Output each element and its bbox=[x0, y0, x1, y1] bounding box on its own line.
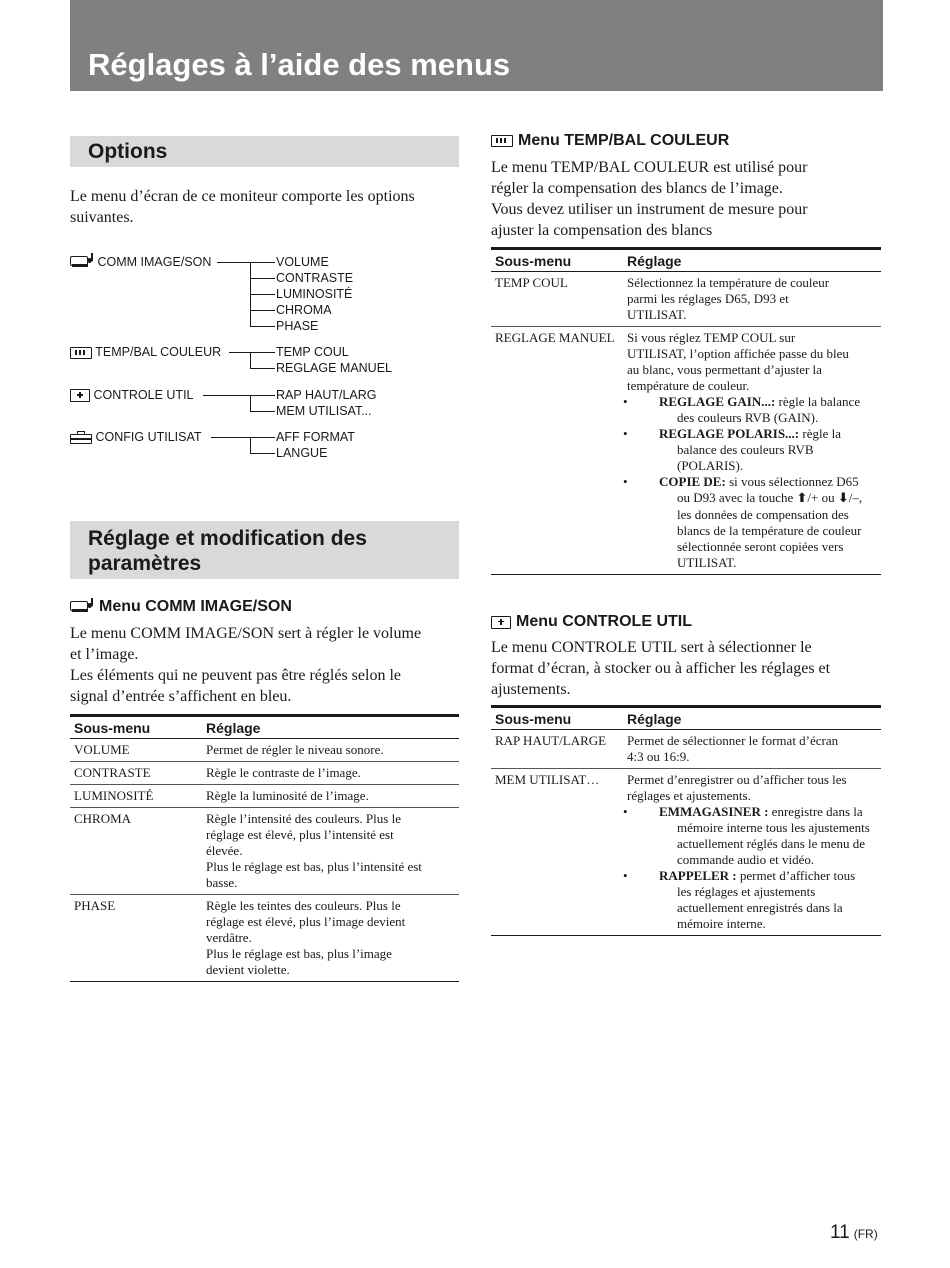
table-row: LUMINOSITÉ Règle la luminosité de l’image. bbox=[70, 785, 459, 808]
tree-item-temp: TEMP/BAL COULEUR bbox=[70, 344, 221, 360]
table-row: VOLUME Permet de régler le niveau sonore. bbox=[70, 739, 459, 762]
list-item: • EMMAGASINER : enregistre dans la mémoire interne tous les ajustements actuellement réglés dans le menu de commande audio et vidéo. bbox=[641, 804, 877, 868]
list-item: • RAPPELER : permet d’afficher tous les réglages et ajustements actuellement enregistrés dans la mémoire interne. bbox=[641, 868, 877, 932]
column-header: Réglage bbox=[623, 249, 881, 272]
list-item: • REGLAGE POLARIS...: règle la balance des couleurs RVB (POLARIS). bbox=[641, 426, 877, 474]
page-title: Réglages à l’aide des menus bbox=[88, 47, 511, 82]
temp-menu-title: Menu TEMP/BAL COULEUR bbox=[491, 132, 729, 150]
controle-intro: Le menu CONTROLE UTIL sert à sélectionner le format d’écran, à stocker ou à afficher les réglages et ajustements. bbox=[491, 639, 831, 698]
tree-sub-aff-format: AFF FORMAT bbox=[276, 430, 355, 444]
arrow-up-icon: ⬆ bbox=[796, 491, 808, 506]
tree-sub-temp-coul: TEMP COUL bbox=[276, 345, 349, 359]
color-balance-icon bbox=[70, 347, 92, 359]
controle-menu-title: Menu CONTROLE UTIL bbox=[491, 613, 692, 631]
page-number: 11 (FR) bbox=[830, 1222, 878, 1243]
plus-box-icon bbox=[491, 616, 511, 629]
tree-sub-rap-haut: RAP HAUT/LARG bbox=[276, 388, 377, 402]
temp-intro: Le menu TEMP/BAL COULEUR est utilisé pour régler la compensation des blancs de l’image. Vous devez utiliser un instrument de mesure pour ajuster la compensation des blancs bbox=[491, 159, 808, 239]
table-row: RAP HAUT/LARGE Permet de sélectionner le format d’écran 4:3 ou 16:9. bbox=[491, 730, 881, 769]
toolbox-icon bbox=[70, 431, 92, 444]
tree-sub-phase: PHASE bbox=[276, 319, 319, 333]
table-row: PHASE Règle les teintes des couleurs. Plus le réglage est élevé, plus l’image devient verdâtre. Plus le réglage est bas, plus l’image devient violette. bbox=[70, 895, 459, 982]
tree-sub-langue: LANGUE bbox=[276, 446, 328, 460]
list-item: • COPIE DE: si vous sélectionnez D65 ou D93 avec la touche ⬆/+ ou ⬇/–, les données de compensation des blancs de la température de couleur sélectionnée seront copiées vers UTILISAT. bbox=[641, 474, 877, 571]
tree-sub-volume: VOLUME bbox=[276, 255, 329, 269]
table-row: TEMP COUL Sélectionnez la température de couleur parmi les réglages D65, D93 et UTILISAT. bbox=[491, 272, 881, 327]
reglage-heading: Réglage et modification des paramètres bbox=[70, 521, 459, 579]
options-intro: Le menu d’écran de ce moniteur comporte les options suivantes. bbox=[70, 188, 415, 226]
tree-sub-chroma: CHROMA bbox=[276, 303, 332, 317]
table-row: CHROMA Règle l’intensité des couleurs. Plus le réglage est élevé, plus l’intensité est élevée. Plus le réglage est bas, plus l’intensité est basse. bbox=[70, 808, 459, 895]
tree-item-comm: COMM IMAGE/SON bbox=[70, 254, 211, 270]
temp-table bbox=[491, 247, 881, 575]
tree-sub-reglage-manuel: REGLAGE MANUEL bbox=[276, 361, 393, 375]
column-header: Réglage bbox=[202, 716, 459, 739]
column-header: Sous-menu bbox=[491, 707, 623, 730]
tree-sub-mem-utilisat: MEM UTILISAT... bbox=[276, 404, 372, 418]
column-header: Sous-menu bbox=[491, 249, 623, 272]
table-row: REGLAGE MANUEL Si vous réglez TEMP COUL sur UTILISAT, l’option affichée passe du bleu au blanc, vous permettant d’ajuster la température de couleur. • REGLAGE GAIN...: règle la balance des couleurs RVB (GAIN). • REGLAGE POLARIS...: règle la balance des couleurs RVB (POLARIS). • COPIE DE: si vous sélectionnez D65 ou D93 avec la touche ⬆/+ ou ⬇/–, les données de compensation des blancs de la température de couleur sélectionnée seront copiées vers UTILISAT. bbox=[491, 327, 881, 575]
arrow-down-icon: ⬇ bbox=[837, 491, 849, 506]
table-row: CONTRASTE Règle le contraste de l’image. bbox=[70, 762, 459, 785]
header-banner bbox=[70, 0, 883, 91]
column-header: Réglage bbox=[623, 707, 881, 730]
comm-table bbox=[70, 714, 459, 982]
comm-intro: Le menu COMM IMAGE/SON sert à régler le volume et l’image. Les éléments qui ne peuvent pas être réglés selon le signal d’entrée s’affichent en bleu. bbox=[70, 625, 422, 705]
table-row: MEM UTILISAT… Permet d’enregistrer ou d’afficher tous les réglages et ajustements. • EMMAGASINER : enregistre dans la mémoire interne tous les ajustements actuellement réglés dans le menu de commande audio et vidéo. • RAPPELER : permet d’afficher tous les réglages et ajustements actuellement enregistrés dans la mémoire interne. bbox=[491, 769, 881, 936]
tree-sub-luminosite: LUMINOSITÉ bbox=[276, 287, 353, 301]
column-header: Sous-menu bbox=[70, 716, 202, 739]
options-heading: Options bbox=[70, 136, 459, 167]
tree-item-controle: CONTROLE UTIL bbox=[70, 387, 194, 403]
plus-box-icon bbox=[70, 389, 90, 402]
monitor-sound-icon bbox=[70, 601, 94, 614]
color-balance-icon bbox=[491, 135, 513, 147]
tree-item-config: CONFIG UTILISAT bbox=[70, 429, 202, 445]
tree-sub-contraste: CONTRASTE bbox=[276, 271, 354, 285]
controle-table bbox=[491, 705, 881, 936]
list-item: • REGLAGE GAIN...: règle la balance des couleurs RVB (GAIN). bbox=[641, 394, 877, 426]
comm-menu-title: Menu COMM IMAGE/SON bbox=[70, 598, 292, 616]
monitor-sound-icon bbox=[70, 256, 94, 269]
menu-tree bbox=[70, 254, 460, 464]
